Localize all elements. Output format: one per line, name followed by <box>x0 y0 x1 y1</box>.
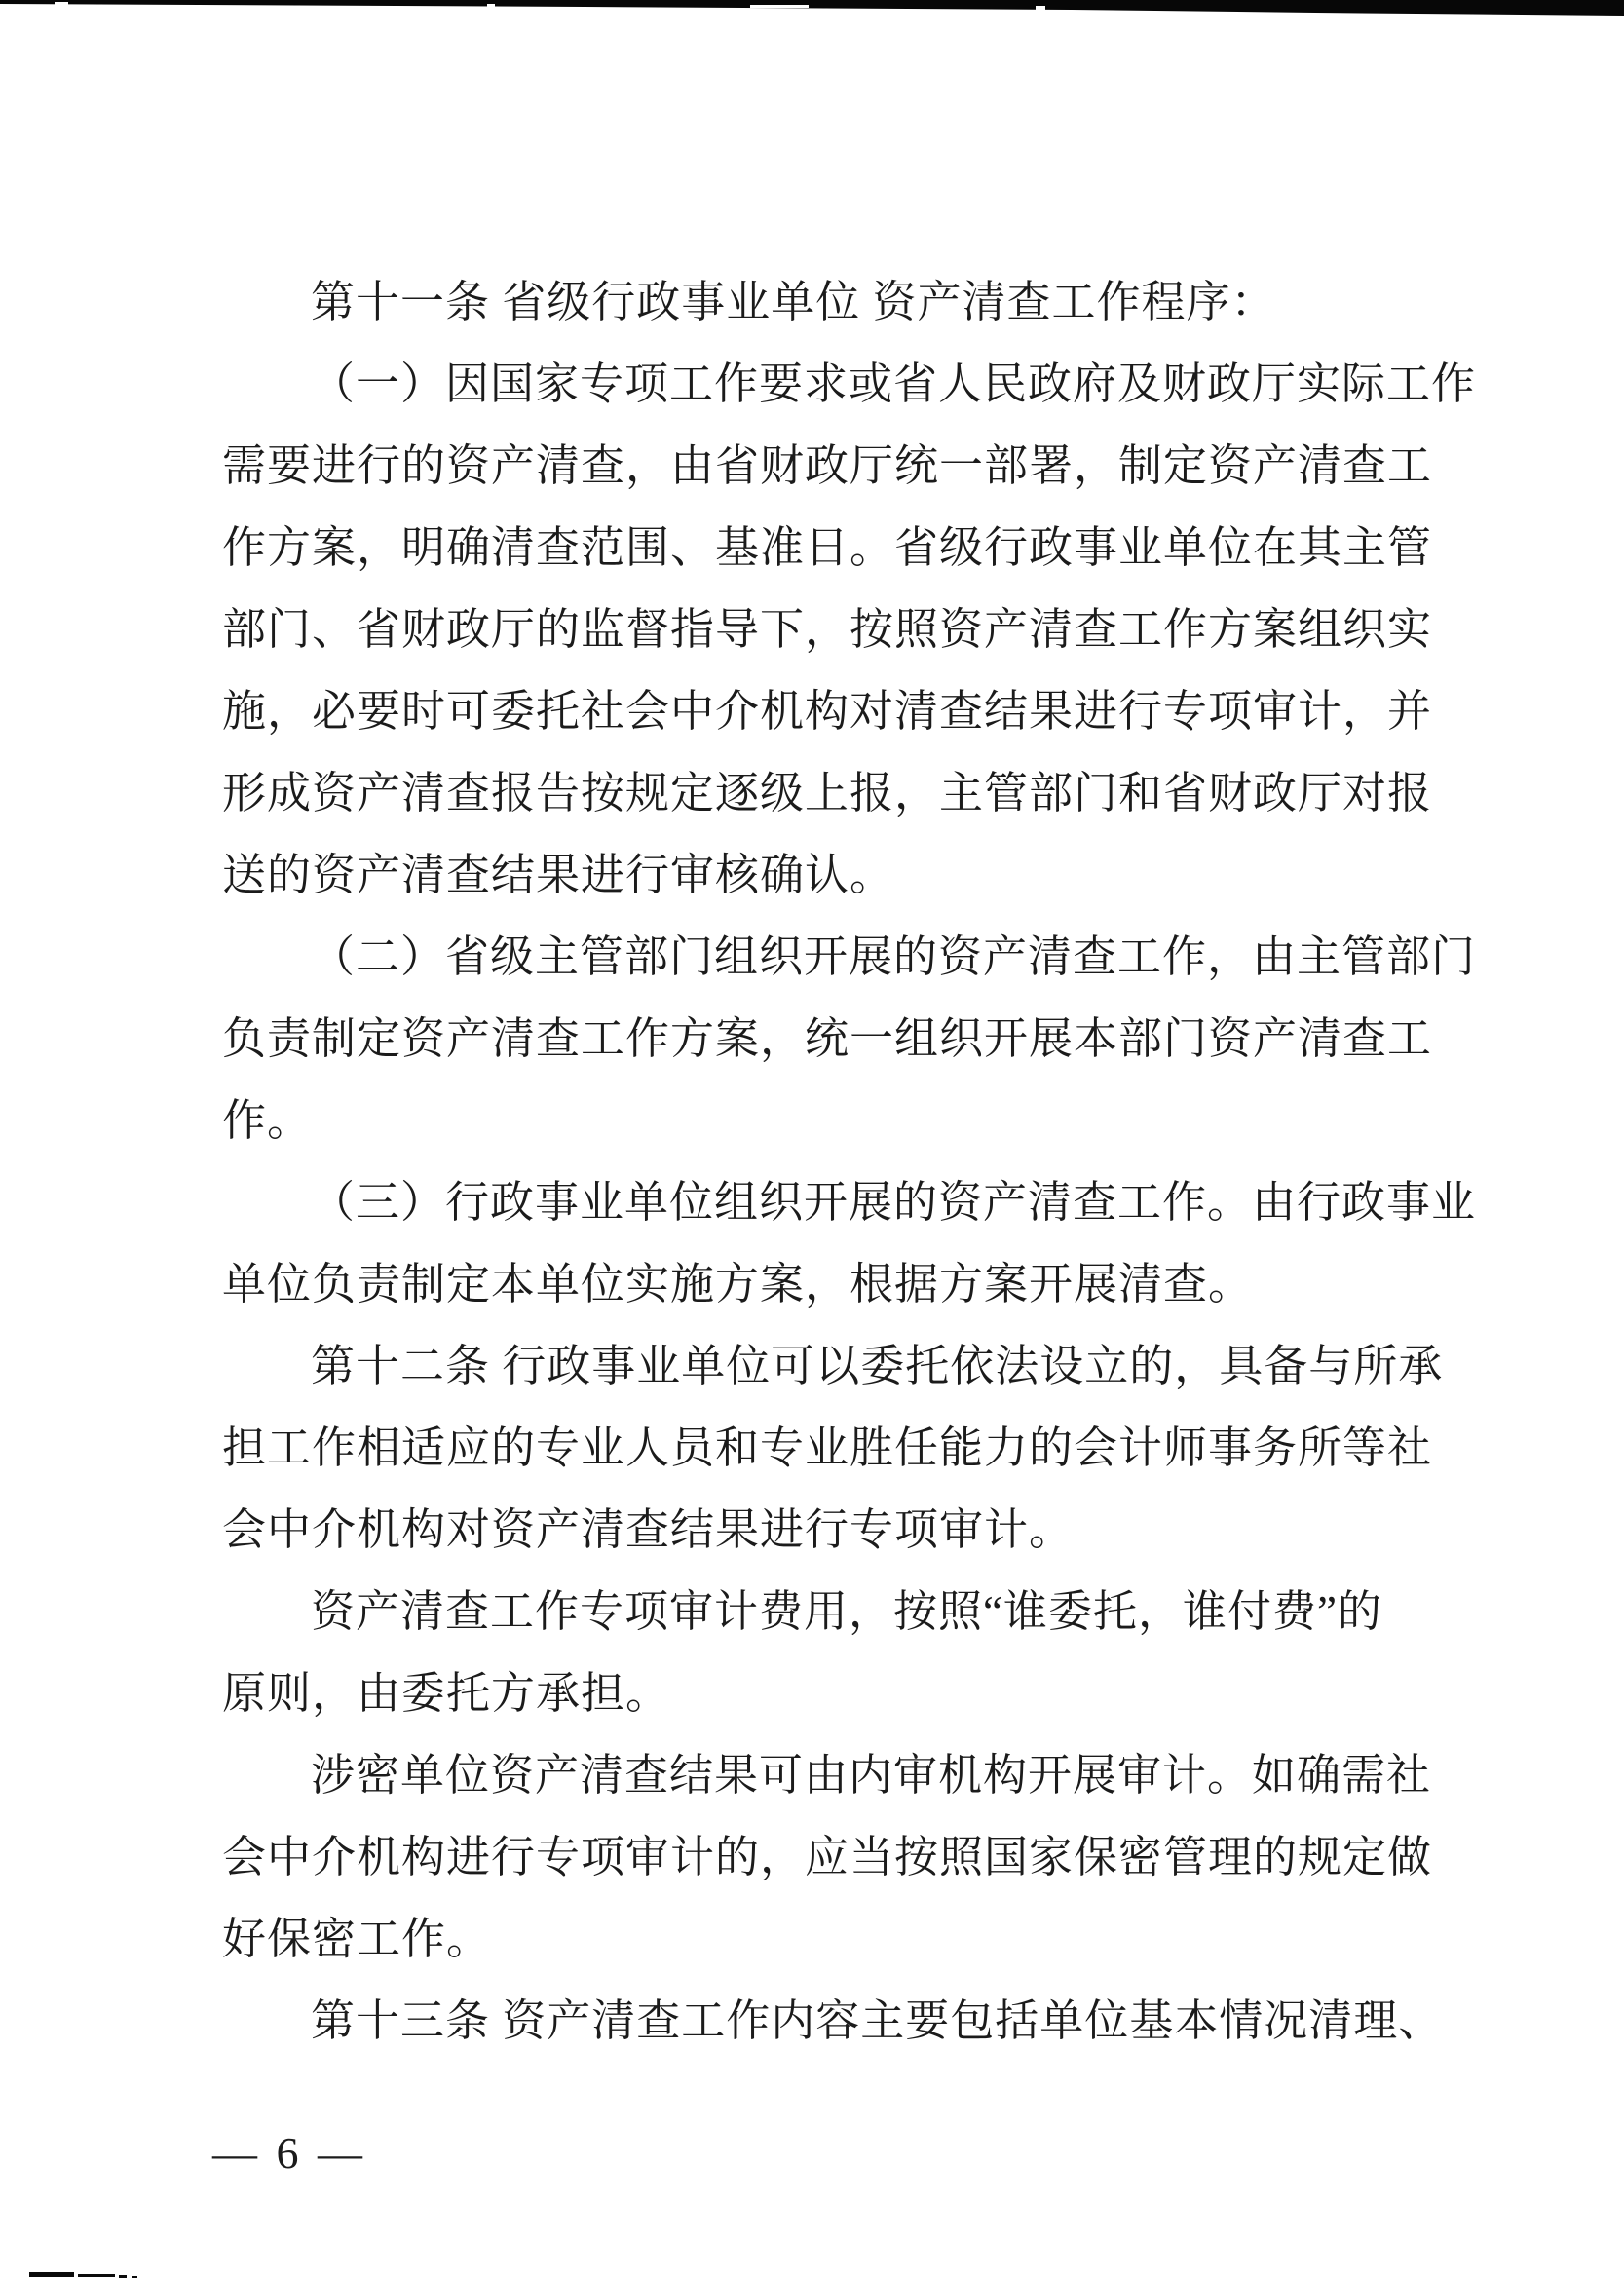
scan-artifact-bottom-edge <box>78 2274 115 2277</box>
text-line: 第十二条 行政事业单位可以委托依法设立的，具备与所承 <box>311 1342 1444 1390</box>
text-line: 部门、省财政厅的监督指导下，按照资产清查工作方案组织实 <box>222 605 1433 654</box>
scan-artifact-bottom-edge <box>119 2275 127 2278</box>
text-line: 第十三条 资产清查工作内容主要包括单位基本情况清理、 <box>311 1996 1444 2045</box>
text-line: 资产清查工作专项审计费用，按照“谁委托，谁付费”的 <box>311 1587 1382 1636</box>
scan-artifact-bottom-edge <box>132 2276 137 2278</box>
text-line: 送的资产清查结果进行审核确认。 <box>222 851 895 899</box>
text-line: 作方案，明确清查范围、基准日。省级行政事业单位在其主管 <box>222 523 1433 572</box>
text-line: 施，必要时可委托社会中介机构对清查结果进行专项审计，并 <box>222 687 1433 736</box>
text-line: （二）省级主管部门组织开展的资产清查工作，由主管部门 <box>311 932 1477 981</box>
text-line: 会中介机构对资产清查结果进行专项审计。 <box>222 1505 1075 1554</box>
text-line: 负责制定资产清查工作方案，统一组织开展本部门资产清查工 <box>222 1014 1433 1063</box>
text-line: 会中介机构进行专项审计的，应当按照国家保密管理的规定做 <box>222 1833 1433 1881</box>
text-line: 第十一条 省级行政事业单位 资产清查工作程序： <box>311 278 1276 326</box>
text-line: 涉密单位资产清查结果可由内审机构开展审计。如确需社 <box>311 1751 1432 1800</box>
page-number: — 6 — <box>212 2128 366 2178</box>
scan-artifact-bottom-edge <box>29 2272 74 2277</box>
text-line: 单位负责制定本单位实施方案，根据方案开展清查。 <box>222 1260 1254 1309</box>
text-line: 形成资产清查报告按规定逐级上报，主管部门和省财政厅对报 <box>222 769 1433 817</box>
text-line: （一）因国家专项工作要求或省人民政府及财政厅实际工作 <box>311 360 1477 408</box>
text-line: （三）行政事业单位组织开展的资产清查工作。由行政事业 <box>311 1178 1477 1227</box>
text-line: 作。 <box>222 1096 313 1145</box>
text-line: 好保密工作。 <box>222 1915 492 1963</box>
scan-artifact-top-edge <box>0 0 1624 18</box>
document-text-block <box>222 261 1477 2062</box>
text-line: 原则，由委托方承担。 <box>222 1669 671 1718</box>
text-line: 担工作相适应的专业人员和专业胜任能力的会计师事务所等社 <box>222 1424 1433 1472</box>
text-line: 需要进行的资产清查，由省财政厅统一部署，制定资产清查工 <box>222 441 1433 490</box>
